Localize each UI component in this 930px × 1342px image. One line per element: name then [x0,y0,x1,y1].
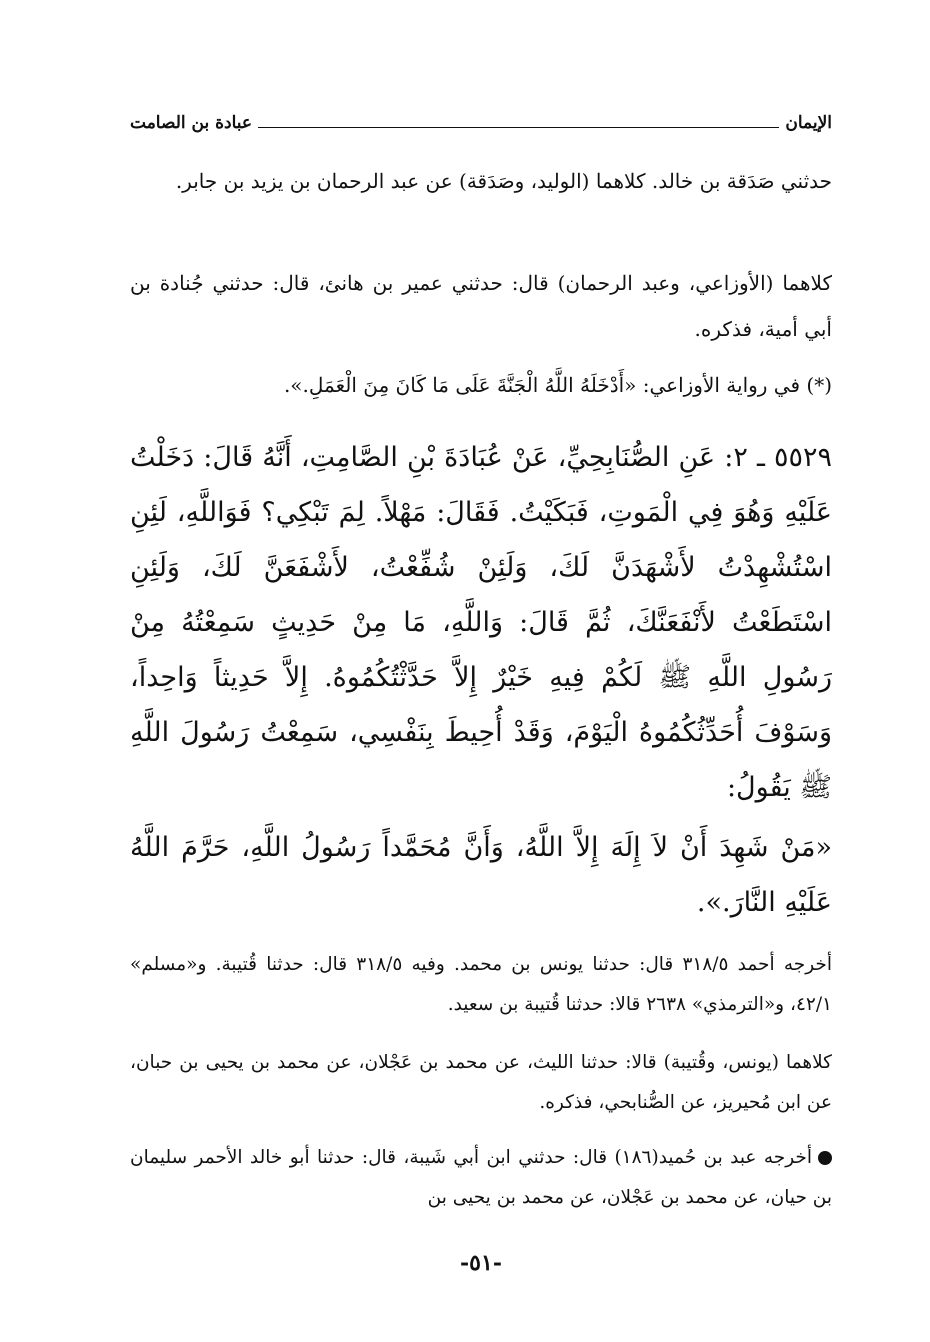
footnote-1 [130,945,832,1025]
chapter-title: عبادة بن الصامت [130,113,253,133]
hadith-body: ٥٥٢٩ ـ ٢: عَنِ الصُّنَابِحِيِّ، عَنْ عُبَادَةَ بْنِ الصَّامِتِ، أَنَّهُ قَالَ: دَخَلْتُ عَلَيْهِ وَهُوَ فِي الْمَوتِ، فَبَكَيْتُ. فَقَالَ: مَهْلاً. لِمَ تَبْكِي؟ فَوَاللَّهِ، لَئِنِ اسْتُشْهِدْتُ لأَشْهَدَنَّ لَكَ، وَلَئِنْ شُفِّعْتُ، لأَشْفَعَنَّ لَكَ، وَلَئِنِ اسْتَطَعْتُ لأَنْفَعَنَّكَ، ثُمَّ قَالَ: وَاللَّهِ، مَا مِنْ حَدِيثٍ سَمِعْتُهُ مِنْ رَسُولِ اللَّهِ ﷺ لَكُمْ فِيهِ خَيْرٌ إِلاَّ حَدَّثْتُكُمُوهُ. إِلاَّ حَدِيثاً وَاحِداً، وَسَوْفَ أُحَدِّثُكُمُوهُ الْيَوْمَ، وَقَدْ أُحِيطَ بِنَفْسِي، سَمِعْتُ رَسُولَ اللَّهِ ﷺ يَقُولُ: [130,442,832,803]
footnote-2 [130,1043,832,1123]
section-title: الإيمان [785,113,832,133]
hadith-quote-text: «مَنْ شَهِدَ أَنْ لاَ إِلَهَ إِلاَّ اللَّهُ، وَأَنَّ مُحَمَّداً رَسُولُ اللَّهِ، حَرَّمَ اللَّهُ عَلَيْهِ النَّارَ.». [130,832,832,918]
page-number: -٥١- [460,1250,502,1276]
paragraph-chain-2 [130,260,832,352]
hadith-text [130,430,832,815]
footnote-3 [130,1138,832,1218]
bullet-icon [818,1151,832,1165]
paragraph-text: (*) في رواية الأوزاعي: «أَدْخَلَهُ اللَّهُ الْجَنَّةَ عَلَى مَا كَانَ مِنَ الْعَمَلِ.». [283,373,832,397]
paragraph-text: حدثني صَدَقة بن خالد. كلاهما (الوليد، وصَدَقة) عن عبد الرحمان بن يزيد بن جابر. [175,169,832,193]
paragraph-variant-note [130,362,832,408]
paragraph-chain-1 [130,158,832,204]
running-header [130,108,832,138]
footnote-text: كلاهما (يونس، وقُتيبة) قالا: حدثنا الليث، عن محمد بن عَجْلان، عن محمد بن يحيى بن حبان، عن ابن مُحيريز، عن الصُّنابحي، فذكره. [130,1052,832,1113]
document-page [130,100,832,1300]
hadith-quote [130,820,832,930]
footnote-text: أخرجه عبد بن حُميد(١٨٦) قال: حدثني ابن أبي شَيبة، قال: حدثنا أبو خالد الأحمر سليمان بن حيان، عن محمد بن عَجْلان، عن محمد بن يحيى بن [130,1147,832,1208]
paragraph-text: كلاهما (الأوزاعي، وعبد الرحمان) قال: حدثني عمير بن هانئ، قال: حدثني جُنادة بن أبي أمية، فذكره. [130,271,832,341]
header-rule-right [258,127,779,128]
footnote-text: أخرجه أحمد ٣١٨/٥ قال: حدثنا يونس بن محمد. وفيه ٣١٨/٥ قال: حدثنا قُتيبة. و«مسلم» ٤٢/١، و«الترمذي» ٢٦٣٨ قالا: حدثنا قُتيبة بن سعيد. [130,954,832,1015]
